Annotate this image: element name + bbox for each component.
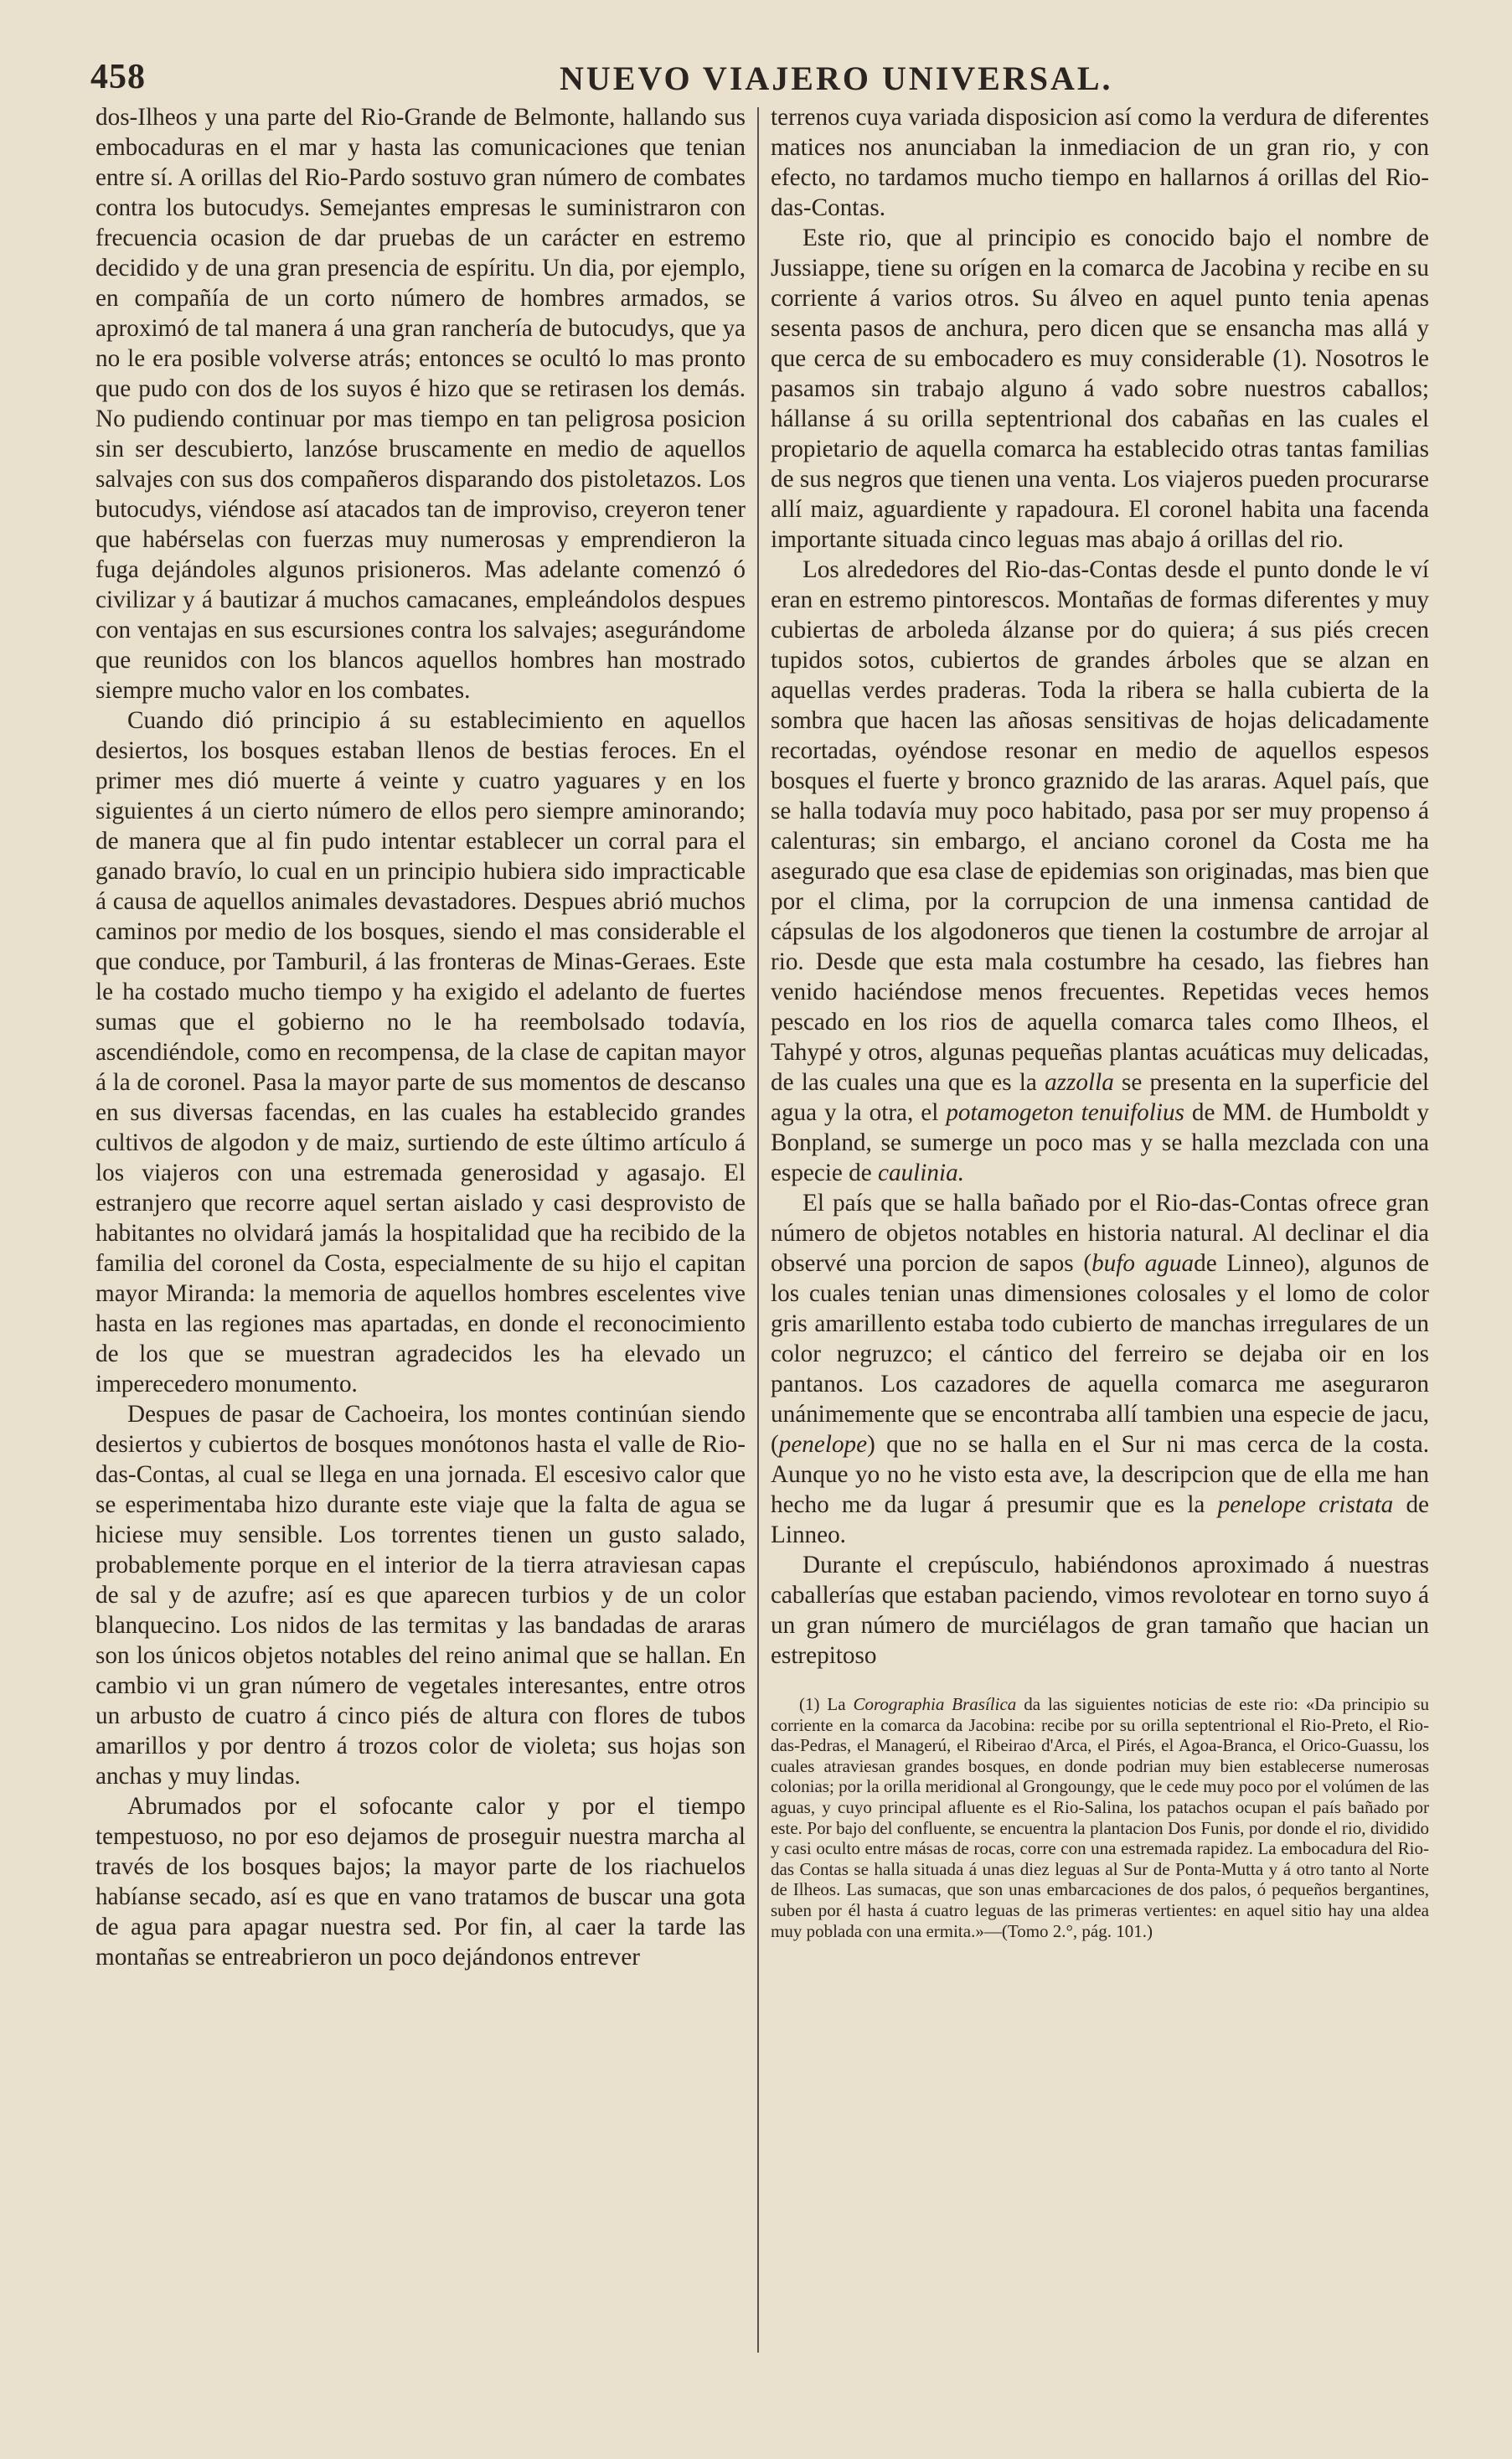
text-run: Los alrededores del Rio-das-Contas desde el punto donde le ví eran en estremo pintorescos. Montañas de formas diferentes y muy cubiertas de arboleda álzanse por do quiera; á sus piés crecen tupidos sotos, cubiertos de grandes árboles que se alzan en aquellas verdes praderas. Toda la ribera se halla cubierta de la sombra que hacen las añosas sensitivas de hojas delicadamente recortadas, oyéndose resonar en medio de aquellos espesos bosques el fuerte y bronco graznido de las araras. Aquel país, que se halla todavía muy poco habitado, pasa por ser muy propenso á calenturas; sin embargo, el anciano coronel da Costa me ha asegurado que esa clase de epidemias son originadas, mas bien que por el clima, por la corrupcion de una inmensa cantidad de cápsulas de los algodoneros que tienen la costumbre de arrojar al rio. Desde que esta mala costumbre ha cesado, las fiebres han venido haciéndose menos frecuentes. Repetidas veces hemos pescado en los rios de aquella comarca tales como Ilheos, el Tahypé y otros, algunas pequeñas plantas acuáticas muy delicadas, de las cuales una que es la <box>771 556 1429 1096</box>
paragraph: Cuando dió principio á su establecimiento en aquellos desiertos, los bosques estaban llenos de bestias feroces. En el primer mes dió muerte á veinte y cuatro yaguares y en los siguientes á un cierto número de ellos pero siempre aminorando; de manera que al fin pudo intentar establecer un corral para el ganado bravío, lo cual en un principio hubiera sido impracticable á causa de aquellos animales devastadores. Despues abrió muchos caminos por medio de los bosques, siendo el mas considerable el que conduce, por Tamburil, á las fronteras de Minas-Geraes. Este le ha costado mucho tiempo y ha exigido el adelanto de fuertes sumas que el gobierno no le ha reembolsado todavía, ascendiéndole, como en recompensa, de la clase de capitan mayor á la de coronel. Pasa la mayor parte de sus momentos de descanso en sus diversas facendas, en las cuales ha establecido grandes cultivos de algodon y de maiz, surtiendo de este último artículo á los viajeros con una estremada generosidad y agasajo. El estranjero que recorre aquel sertan aislado y casi desprovisto de habitantes no olvidará jamás la hospitalidad que ha recibido de la familia del coronel da Costa, especialmente de su hijo el capitan mayor Miranda: la memoria de aquellos hombres escelentes vive hasta en las regiones mas apartadas, en donde el reconocimiento de los que se muestran agradecidos les ha elevado un imperecedero monumento. <box>95 707 746 1397</box>
italic-term: azzolla <box>1045 1069 1114 1096</box>
paragraph: Este rio, que al principio es conocido bajo el nombre de Jussiappe, tiene su orígen en la comarca de Jacobina y recibe en su corriente á varios otros. Su álveo en aquel punto tenia apenas sesenta pasos de anchura, pero dicen que se ensancha mas allá y que cerca de su embocadero es muy considerable (1). Nosotros le pasamos sin trabajo alguno á vado sobre nuestros caballos; hállanse á su orilla septentrional dos cabañas en las cuales el propietario de aquella comarca ha establecido otras tantas familias de sus negros que tienen una venta. Los viajeros pueden procurarse allí maiz, aguardiente y rapadoura. El coronel habita una facenda importante situada cinco leguas mas abajo á orillas del rio. <box>771 225 1429 553</box>
paragraph: dos-Ilheos y una parte del Rio-Grande de Belmonte, hallando sus embocaduras en el mar y hasta las comunicaciones que tenian entre sí. A orillas del Rio-Pardo sostuvo gran número de combates contra los butocudys. Semejantes empresas le suministraron con frecuencia ocasion de dar pruebas de un carácter en estremo decidido y de una gran presencia de espíritu. Un dia, por ejemplo, en compañía de un corto número de hombres armados, se aproximó de tal manera á una gran ranchería de butocudys, que ya no le era posible volverse atrás; entonces se ocultó lo mas pronto que pudo con dos de los suyos é hizo que se retirasen los demás. No pudiendo continuar por mas tiempo en tan peligrosa posicion sin ser descubierto, lanzóse bruscamente en medio de aquellos salvajes con sus dos compañeros disparando dos pistoletazos. Los butocudys, viéndose así atacados tan de improviso, creyeron tener que habérselas con fuerzas muy numerosas y emprendieron la fuga dejándoles algunos prisioneros. Mas adelante comenzó ó civilizar y á bautizar á muchos camacanes, empleándolos despues con ventajas en sus escursiones contra los salvajes; asegurándome que reunidos con los blancos aquellos hombres han mostrado siempre mucho valor en los combates. <box>95 104 746 704</box>
running-header <box>90 54 1422 104</box>
paragraph <box>771 1188 1429 1550</box>
text-run: (1) La <box>799 1694 846 1714</box>
text-run: de Linneo), algunos de los cuales tenian unas dimensiones colosales y el lomo de color gris amarillento estaba todo cubierto de manchas irregulares de un color negruzco; el cántico del ferreiro se dejaba oir en los pantanos. Los cazadores de aquella comarca me aseguraron unánimemente que se encontraba allí tambien una especie de jacu, ( <box>771 1250 1430 1458</box>
column-divider <box>757 107 759 2353</box>
paragraph <box>771 555 1429 1188</box>
italic-term: caulinia. <box>878 1160 964 1186</box>
paragraph: Durante el crepúsculo, habiéndonos aproximado á nuestras caballerías que estaban paciendo, vimos revolotear en torno suyo á un gran número de murciélagos de gran tamaño que hacian un estrepitoso <box>771 1552 1429 1669</box>
text-run: se presenta en la superficie del agua y la otra, el <box>771 1069 1429 1126</box>
italic-term: bufo agua <box>1091 1250 1195 1277</box>
running-title: NUEVO VIAJERO UNIVERSAL. <box>560 59 1113 97</box>
italic-term: Corographia Brasílica <box>853 1694 1017 1714</box>
page-number: 458 <box>90 58 146 96</box>
text-run: El país que se halla bañado por el Rio-das-Contas ofrece gran número de objetos notables en historia natural. Al declinar el dia observé una porcion de sapos ( <box>771 1190 1429 1277</box>
right-column <box>771 102 1429 1941</box>
paragraph: terrenos cuya variada disposicion así como la verdura de diferentes matices nos anunciaban la inmediacion de un gran rio, y con efecto, no tardamos mucho tiempo en hallarnos á orillas del Rio-das-Contas. <box>771 104 1429 221</box>
paragraph: Despues de pasar de Cachoeira, los montes continúan siendo desiertos y cubiertos de bosques monótonos hasta el valle de Rio-das-Contas, al cual se llega en una jornada. El escesivo calor que se esperimentaba hizo durante este viaje que la falta de agua se hiciese muy sensible. Los torrentes tienen un gusto salado, probablemente porque en el interior de la tierra atraviesan capas de sal y de azufre; así es que aparecen turbios y de un color blanquecino. Los nidos de las termitas y las bandadas de araras son los únicos objetos notables del reino animal que se hallan. En cambio vi un gran número de vegetales interesantes, entre otros un arbusto de cuatro á cinco piés de altura con flores de tubos amarillos y por dentro á trozos color de violeta; sus hojas son anchas y muy lindas. <box>95 1401 746 1790</box>
left-column <box>95 102 746 1972</box>
italic-term: potamogeton tenuifolius <box>946 1099 1184 1126</box>
footnote <box>771 1694 1429 1941</box>
text-run: de MM. de Humboldt y Bonpland, se sumerge un poco mas y se halla mezclada con una especie de <box>771 1099 1429 1186</box>
text-run: ) que no se halla en el Sur ni mas cerca de la costa. Aunque yo no he visto esta ave, la descripcion que de ella me han hecho me da lugar á presumir que es la <box>771 1431 1429 1518</box>
text-run: de Linneo. <box>771 1491 1430 1548</box>
paragraph: Abrumados por el sofocante calor y por el tiempo tempestuoso, no por eso dejamos de proseguir nuestra marcha al través de los bosques bajos; la mayor parte de los riachuelos habíanse secado, así es que en vano tratamos de buscar una gota de agua para apagar nuestra sed. Por fin, al caer la tarde las montañas se entreabrieron un poco dejándonos entrever <box>95 1793 746 1971</box>
footnote-text <box>771 1694 1429 1941</box>
text-run: da las siguientes noticias de este rio: «Da principio su corriente en la comarca da Jacobina: recibe por su orilla septentrional el Rio-Preto, el Rio-das-Pedras, el Managerú, el Ribeirao d'Arca, el Pirés, el Agoa-Branca, el Orico-Guassu, los cuales atraviesan grandes bosques, en donde podrian muy bien establecerse numerosas colonias; por la orilla meridional al Grongoungy, que le cede muy poco por el volúmen de las aguas, y cuyo principal afluente es el Rio-Salina, los patachos ocupan el país bañado por este. Por bajo del confluente, se encuentra la plantacion Dos Funis, por donde el rio, dividido y casi oculto entre másas de rocas, corre con una estremada rapidez. La embocadura del Rio-das Contas se halla situada á unas diez leguas al Sur de Ponta-Mutta y á otro tanto al Norte de Ilheos. Las sumacas, que son unas embarcaciones de dos palos, ó pequeños bergantines, suben por él hasta á cuatro leguas de las primeras vertientes: en aquel sitio hay una aldea muy poblada con una ermita.»—(Tomo 2.°, pág. 101.) <box>771 1694 1430 1941</box>
italic-term: penelope <box>778 1431 868 1458</box>
italic-term: penelope cristata <box>1217 1491 1394 1518</box>
